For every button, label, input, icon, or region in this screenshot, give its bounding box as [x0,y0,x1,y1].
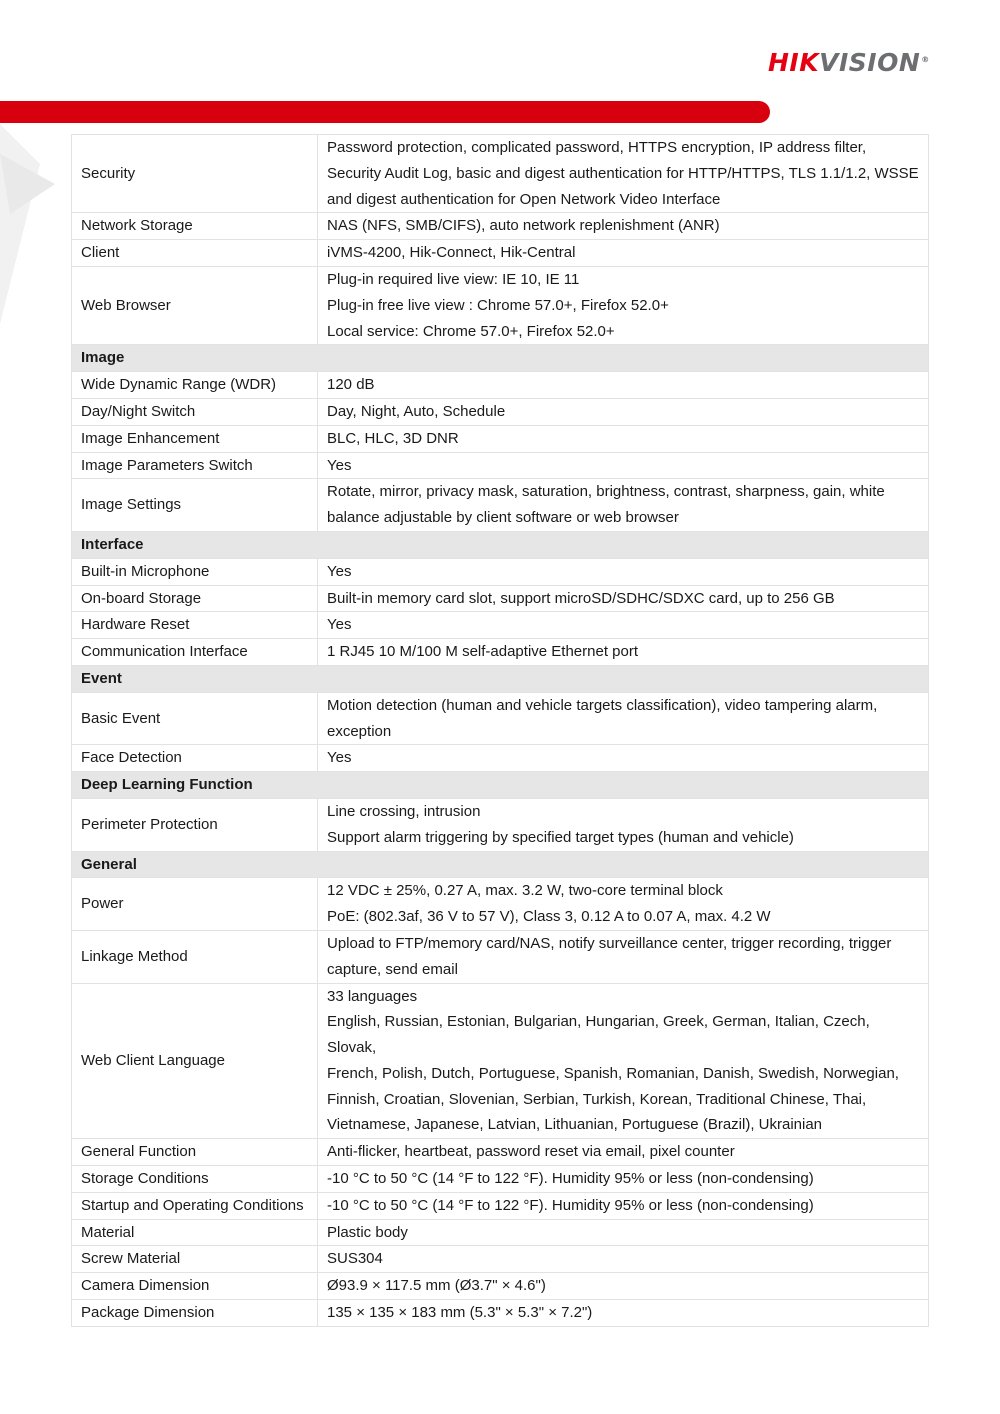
spec-label: Wide Dynamic Range (WDR) [72,372,318,399]
spec-label: Camera Dimension [72,1273,318,1300]
spec-row [72,213,929,240]
spec-value-line: PoE: (802.3af, 36 V to 57 V), Class 3, 0.12 A to 0.07 A, max. 4.2 W [327,908,771,926]
spec-label: Face Detection [72,745,318,772]
spec-value [318,1166,929,1193]
spec-value-line: English, Russian, Estonian, Bulgarian, Hungarian, Greek, German, Italian, Czech, Slovak, [327,1013,870,1057]
section-title: Interface [72,531,929,558]
decorative-shape [0,124,70,324]
spec-label: Screw Material [72,1246,318,1273]
spec-value-line: capture, send email [327,960,458,978]
spec-row [72,398,929,425]
spec-value-line: Yes [327,616,352,634]
spec-label: Perimeter Protection [72,798,318,851]
hikvision-logo: HIKVISION® [768,48,930,77]
spec-value-line: BLC, HLC, 3D DNR [327,429,459,447]
spec-row [72,983,929,1139]
spec-value [318,1139,929,1166]
spec-value-line: balance adjustable by client software or web browser [327,509,679,527]
spec-row [72,558,929,585]
spec-row [72,425,929,452]
spec-row [72,479,929,532]
spec-value-line: Support alarm triggering by specified target types (human and vehicle) [327,828,794,846]
spec-value-line: Local service: Chrome 57.0+, Firefox 52.0+ [327,322,615,340]
spec-value-line: Line crossing, intrusion [327,802,481,820]
spec-label: Basic Event [72,692,318,745]
spec-value [318,983,929,1139]
spec-label: Day/Night Switch [72,398,318,425]
spec-value-line: 33 languages [327,987,418,1005]
spec-value [318,585,929,612]
spec-value-line: Yes [327,749,352,767]
spec-label: Communication Interface [72,639,318,666]
spec-value-line: Plug-in required live view: IE 10, IE 11 [327,270,580,288]
spec-row [72,692,929,745]
spec-value-line: 120 dB [327,376,375,394]
spec-value-line: 135 × 135 × 183 mm (5.3" × 5.3" × 7.2") [327,1304,593,1322]
spec-value [318,1246,929,1273]
spec-row [72,1246,929,1273]
section-title: General [72,851,929,878]
spec-row [72,1300,929,1327]
spec-label: Web Client Language [72,983,318,1139]
spec-label: Hardware Reset [72,612,318,639]
spec-row [72,639,929,666]
spec-value-line: Anti-flicker, heartbeat, password reset via email, pixel counter [327,1143,735,1161]
spec-value-line: exception [327,722,392,740]
spec-value-line: NAS (NFS, SMB/CIFS), auto network replenishment (ANR) [327,217,720,235]
spec-value [318,798,929,851]
spec-value [318,639,929,666]
spec-row [72,930,929,983]
spec-value [318,213,929,240]
spec-row [72,878,929,931]
spec-value-line: iVMS-4200, Hik-Connect, Hik-Central [327,244,576,262]
spec-value-line: Password protection, complicated password, HTTPS encryption, IP address filter, [327,139,867,156]
spec-value-line: Yes [327,562,352,580]
spec-row [72,135,929,213]
spec-value-line: Ø93.9 × 117.5 mm (Ø3.7" × 4.6") [327,1277,546,1295]
spec-row [72,585,929,612]
spec-value-line: Security Audit Log, basic and digest authentication for HTTP/HTTPS, TLS 1.1/1.2, WSSE [327,164,919,182]
spec-value [318,240,929,267]
spec-row [72,1166,929,1193]
spec-table [71,134,929,1327]
spec-row [72,240,929,267]
spec-label: Security [72,135,318,213]
spec-label: Built-in Microphone [72,558,318,585]
section-header [72,772,929,799]
spec-value-line: SUS304 [327,1250,383,1268]
spec-value [318,692,929,745]
spec-row [72,1139,929,1166]
spec-value-line: 12 VDC ± 25%, 0.27 A, max. 3.2 W, two-core terminal block [327,882,723,900]
spec-label: Client [72,240,318,267]
spec-label: General Function [72,1139,318,1166]
section-title: Event [72,665,929,692]
spec-value [318,878,929,931]
spec-label: Image Parameters Switch [72,452,318,479]
spec-label: Image Enhancement [72,425,318,452]
spec-row [72,798,929,851]
spec-value-line: Rotate, mirror, privacy mask, saturation, brightness, contrast, sharpness, gain, white [327,483,885,501]
spec-value [318,479,929,532]
spec-row [72,745,929,772]
spec-value [318,1219,929,1246]
spec-label: Image Settings [72,479,318,532]
header-red-bar [0,101,770,123]
spec-value-line: Built-in memory card slot, support microSD/SDHC/SDXC card, up to 256 GB [327,589,835,607]
spec-value-line: Day, Night, Auto, Schedule [327,402,506,420]
spec-value [318,135,929,213]
spec-value [318,266,929,344]
spec-row [72,452,929,479]
spec-value [318,930,929,983]
spec-row [72,1192,929,1219]
spec-label: Package Dimension [72,1300,318,1327]
section-header [72,665,929,692]
spec-value [318,398,929,425]
spec-row [72,612,929,639]
spec-label: Network Storage [72,213,318,240]
section-header [72,851,929,878]
spec-value [318,452,929,479]
spec-label: Startup and Operating Conditions [72,1192,318,1219]
spec-value-line: Vietnamese, Japanese, Latvian, Lithuanian, Portuguese (Brazil), Ukrainian [327,1116,823,1134]
spec-value-line: -10 °C to 50 °C (14 °F to 122 °F). Humidity 95% or less (non-condensing) [327,1196,814,1214]
spec-row [72,372,929,399]
spec-label: Power [72,878,318,931]
spec-row [72,266,929,344]
spec-label: Storage Conditions [72,1166,318,1193]
spec-value [318,425,929,452]
spec-value-line: Finnish, Croatian, Slovenian, Serbian, Turkish, Korean, Traditional Chinese, Thai, [327,1090,867,1108]
spec-value-line: and digest authentication for Open Network Video Interface [327,190,721,208]
spec-label: Material [72,1219,318,1246]
spec-value [318,372,929,399]
spec-value [318,745,929,772]
spec-value [318,1300,929,1327]
spec-value-line: -10 °C to 50 °C (14 °F to 122 °F). Humidity 95% or less (non-condensing) [327,1170,814,1188]
spec-row [72,1273,929,1300]
spec-label: Web Browser [72,266,318,344]
spec-value-line: Plug-in free live view : Chrome 57.0+, Firefox 52.0+ [327,296,669,314]
spec-label: Linkage Method [72,930,318,983]
spec-label: On-board Storage [72,585,318,612]
spec-value-line: Plastic body [327,1223,408,1241]
spec-value-line: French, Polish, Dutch, Portuguese, Spanish, Romanian, Danish, Swedish, Norwegian, [327,1064,899,1082]
section-title: Image [72,345,929,372]
spec-value [318,612,929,639]
spec-value [318,558,929,585]
spec-value-line: Motion detection (human and vehicle targets classification), video tampering alarm, [327,696,878,714]
spec-value [318,1273,929,1300]
spec-row [72,1219,929,1246]
section-header [72,531,929,558]
spec-value-line: Yes [327,456,352,474]
section-header [72,345,929,372]
spec-value [318,1192,929,1219]
section-title: Deep Learning Function [72,772,929,799]
spec-value-line: 1 RJ45 10 M/100 M self-adaptive Ethernet port [327,643,639,661]
spec-value-line: Upload to FTP/memory card/NAS, notify surveillance center, trigger recording, trigger [327,934,892,952]
